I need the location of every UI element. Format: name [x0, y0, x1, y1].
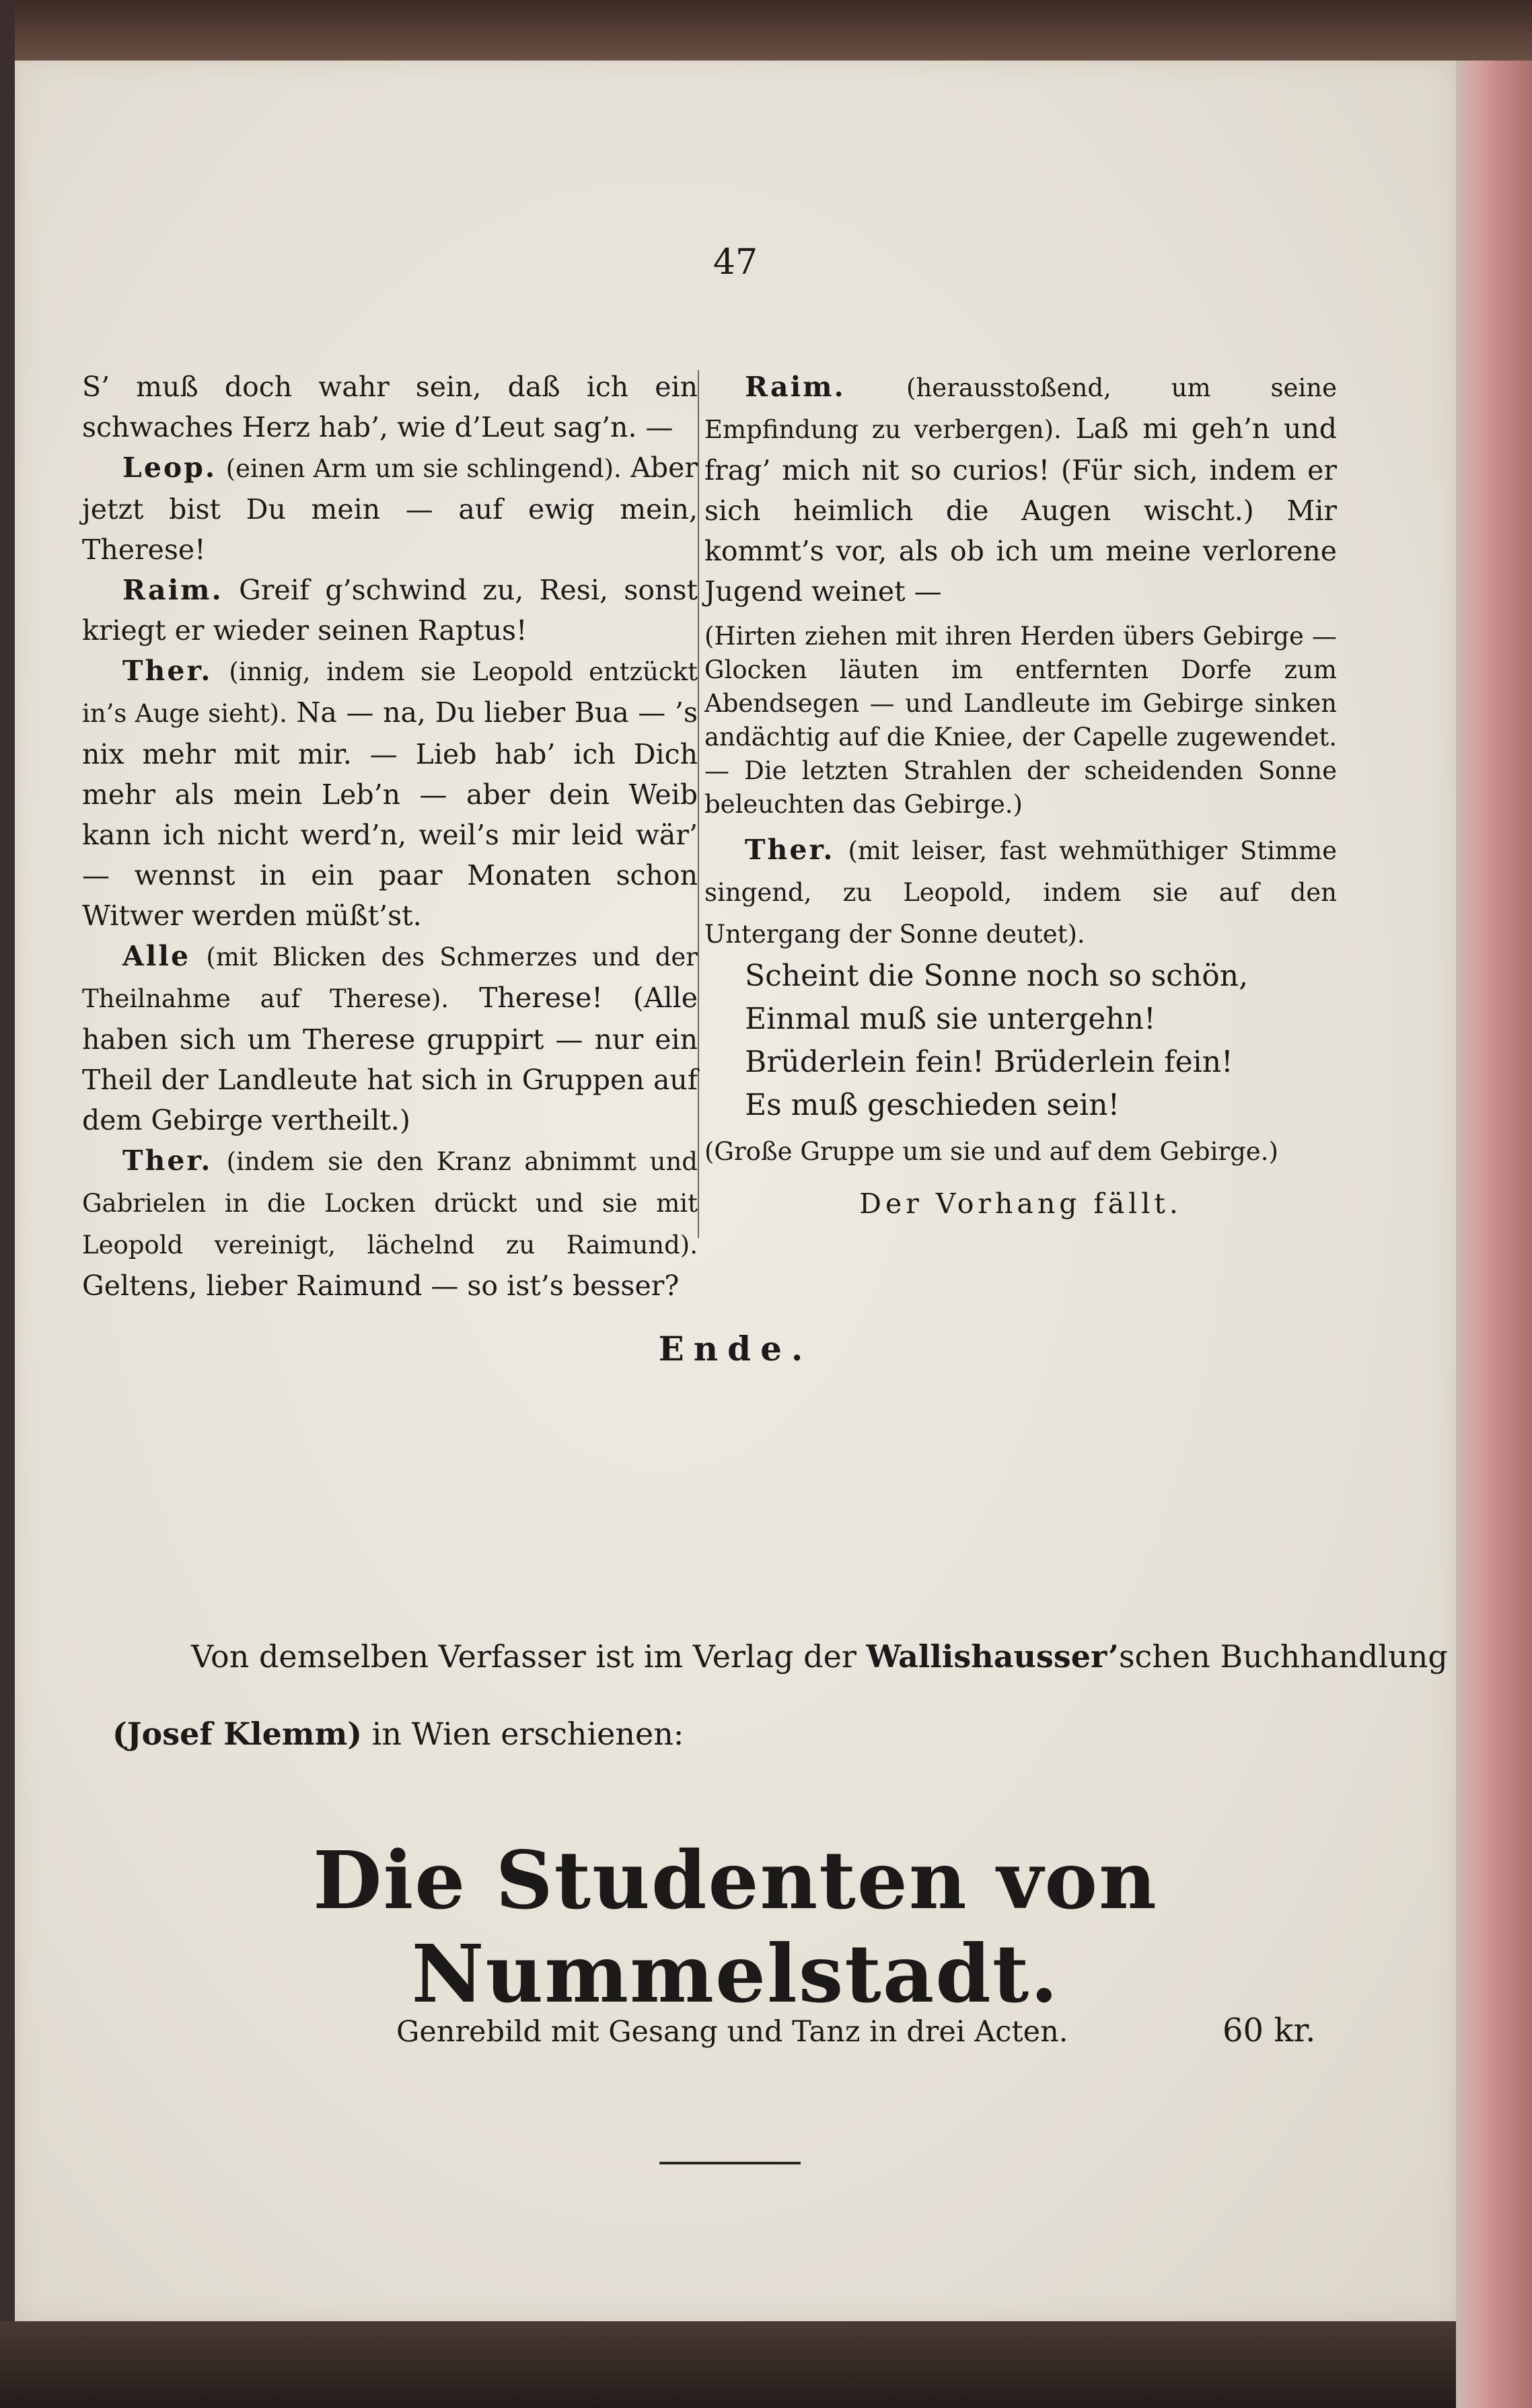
- right-column: [704, 367, 1337, 1224]
- advert-line-1-c: schen Buchhandlung: [1118, 1638, 1448, 1675]
- left-speech: [82, 1140, 698, 1306]
- curtain-line: Der Vorhang fällt.: [859, 1188, 1182, 1220]
- stage-direction: (mit Blicken des Schmerzes und der Theilnahme auf Therese).: [82, 943, 698, 1013]
- left-speech: [82, 447, 698, 570]
- advert-line-2-b: in Wien erschienen:: [371, 1716, 684, 1752]
- right-stage-direction: (Hirten ziehen mit ihren Herden übers Gebirge — Glocken läuten im entfernten Dorfe zum Abendsegen — und Landleute im Gebirge sinken andächtig auf die Kniee, der Capelle zugewendet. — Die letzten Strahlen der scheidenden Sonne beleuchten das Gebirge.): [704, 622, 1337, 819]
- left-speech: [82, 570, 698, 651]
- verse-line: Scheint die Sonne noch so schön,: [745, 959, 1249, 993]
- speech-text: Laß mi geh’n und frag’ mich nit so curios! (Für sich, indem er sich heimlich die Augen wischt.) Mir kommt’s vor, als ob ich um meine verlorene Jugend weinet —: [704, 412, 1337, 608]
- verse-line: Es muß geschieden sein!: [745, 1088, 1120, 1122]
- verse-line: Brüderlein fein! Brüderlein fein!: [745, 1045, 1233, 1079]
- stage-direction: (innig, indem sie Leopold entzückt in’s Auge sieht).: [82, 657, 698, 728]
- advert-line-2: [112, 1716, 684, 1752]
- advert-price: 60 kr.: [1223, 2012, 1316, 2049]
- speaker-name: Ther.: [745, 834, 835, 866]
- right-stage-direction: (Große Gruppe um sie und auf dem Gebirge.): [704, 1137, 1278, 1166]
- book-bottom-edge: [0, 2321, 1456, 2408]
- ende-label: Ende.: [658, 1329, 813, 1369]
- column-divider: [698, 370, 699, 1238]
- publisher-name: Wallishausser’: [866, 1638, 1119, 1675]
- book-binding: [0, 0, 15, 2408]
- advert-line-1: [191, 1638, 1448, 1675]
- right-speech: [704, 830, 1337, 955]
- speaker-name: Ther.: [122, 1144, 213, 1177]
- left-speech: [82, 651, 698, 936]
- right-speech: [704, 367, 1337, 612]
- publisher-owner: (Josef Klemm): [112, 1716, 363, 1752]
- advert-subtitle: Genrebild mit Gesang und Tanz in drei Acten.: [396, 2015, 1068, 2049]
- closing-rule: [659, 2162, 801, 2164]
- speech-text: Aber jetzt bist Du mein — auf ewig mein, Therese!: [82, 451, 698, 566]
- advert-line-1-a: Von demselben Verfasser ist im Verlag der: [191, 1638, 856, 1675]
- speaker-name: Raim.: [122, 574, 223, 606]
- speaker-name: Leop.: [122, 451, 217, 484]
- speech-text: Greif g’schwind zu, Resi, sonst kriegt er wieder seinen Raptus!: [82, 574, 698, 647]
- page-edge: [1456, 61, 1532, 2408]
- stage-direction: (mit leiser, fast wehmüthiger Stimme singend, zu Leopold, indem sie auf den Untergang der Sonne deutet).: [704, 836, 1337, 949]
- stage-direction: (herausstoßend, um seine Empfindung zu verbergen).: [704, 373, 1337, 444]
- page: [15, 61, 1456, 2321]
- speech-text: Therese! (Alle haben sich um Therese gruppirt — nur ein Theil der Landleute hat sich in Gruppen auf dem Gebirge vertheilt.): [82, 982, 698, 1136]
- book-top-edge: [0, 0, 1532, 64]
- speech-text: Geltens, lieber Raimund — so ist’s besser?: [82, 1270, 680, 1302]
- stage-direction: (einen Arm um sie schlingend).: [225, 454, 622, 483]
- stage-direction: (indem sie den Kranz abnimmt und Gabrielen in die Locken drückt und sie mit Leopold vereinigt, lächelnd zu Raimund).: [82, 1147, 698, 1260]
- song-verse: [704, 955, 1337, 1127]
- left-speech: [82, 936, 698, 1140]
- speaker-name: Raim.: [745, 371, 846, 403]
- speech-text: Na — na, Du lieber Bua — ’s nix mehr mit mir. — Lieb hab’ ich Dich mehr als mein Leb’n — aber dein Weib kann ich nicht werd’n, weil’s mir leid wär’ — wennst in ein paar Monaten schon Witwer werden müßt’st.: [82, 696, 698, 932]
- speaker-name: Ther.: [122, 655, 213, 687]
- speaker-name: Alle: [122, 940, 191, 972]
- page-number: 47: [713, 242, 758, 283]
- left-column: [82, 367, 698, 1306]
- left-paragraph: S’ muß doch wahr sein, daß ich ein schwaches Herz hab’, wie d’Leut sag’n. —: [82, 371, 698, 443]
- advert-title: Die Studenten von Nummelstadt.: [313, 1833, 1158, 2020]
- verse-line: Einmal muß sie untergehn!: [745, 1002, 1156, 1036]
